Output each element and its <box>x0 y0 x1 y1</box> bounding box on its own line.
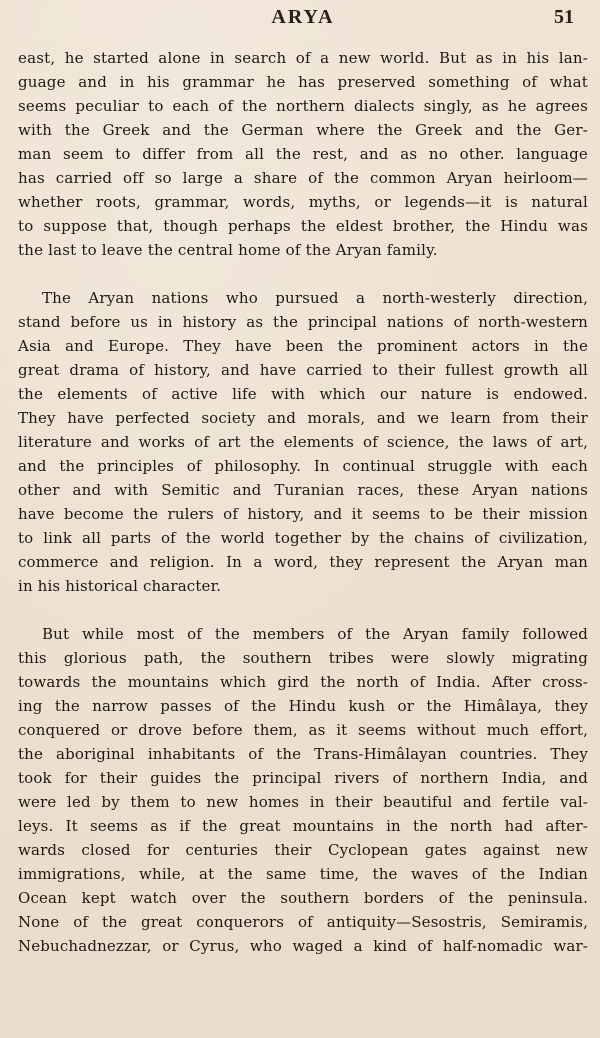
text-line: Ocean kept watch over the southern borders of the peninsula. <box>18 889 588 907</box>
page-number: 51 <box>554 6 574 28</box>
text-line: to suppose that, though perhaps the eldest brother, the Hindu was <box>18 217 588 235</box>
text-line: this glorious path, the southern tribes were slowly migrating <box>18 649 588 667</box>
text-line: has carried off so large a share of the common Aryan heirloom— <box>18 169 588 187</box>
text-line: other and with Semitic and Turanian races, these Aryan nations <box>18 481 588 499</box>
text-line: whether roots, grammar, words, myths, or legends—it is natural <box>18 193 588 211</box>
paragraph-gap <box>18 598 588 622</box>
body-text <box>18 46 588 958</box>
text-line: ing the narrow passes of the Hindu kush or the Himâlaya, they <box>18 697 588 715</box>
text-line: Nebuchadnezzar, or Cyrus, who waged a kind of half-nomadic war- <box>18 937 588 955</box>
text-line: seems peculiar to each of the northern dialects singly, as he agrees <box>18 97 588 115</box>
text-line: commerce and religion. In a word, they represent the Aryan man <box>18 553 588 571</box>
paragraph-3 <box>18 622 588 958</box>
text-line: wards closed for centuries their Cyclopean gates against new <box>18 841 588 859</box>
text-line: man seem to differ from all the rest, and as no other. language <box>18 145 588 163</box>
text-line: The Aryan nations who pursued a north-westerly direction, <box>42 289 588 307</box>
text-line: to link all parts of the world together by the chains of civilization, <box>18 529 588 547</box>
text-line: stand before us in history as the principal nations of north-western <box>18 313 588 331</box>
running-head: ARYA <box>271 6 335 28</box>
text-line: the last to leave the central home of the Aryan family. <box>18 241 438 259</box>
text-line: But while most of the members of the Aryan family followed <box>42 625 588 643</box>
paragraph-gap <box>18 262 588 286</box>
text-line: the aboriginal inhabitants of the Trans-Himâlayan countries. They <box>18 745 588 763</box>
text-line: Asia and Europe. They have been the prominent actors in the <box>18 337 588 355</box>
text-line: were led by them to new homes in their beautiful and fertile val- <box>18 793 588 811</box>
text-line: took for their guides the principal rivers of northern India, and <box>18 769 588 787</box>
text-line: the elements of active life with which our nature is endowed. <box>18 385 588 403</box>
text-line: conquered or drove before them, as it seems without much effort, <box>18 721 588 739</box>
text-line: and the principles of philosophy. In continual struggle with each <box>18 457 588 475</box>
text-line: leys. It seems as if the great mountains in the north had after- <box>18 817 588 835</box>
text-line: in his historical character. <box>18 577 222 595</box>
text-line: have become the rulers of history, and it seems to be their mission <box>18 505 588 523</box>
text-line: None of the great conquerors of antiquity—Sesostris, Semiramis, <box>18 913 588 931</box>
text-line: immigrations, while, at the same time, the waves of the Indian <box>18 865 588 883</box>
text-line: with the Greek and the German where the Greek and the Ger- <box>18 121 588 139</box>
paragraph-1 <box>18 46 588 262</box>
text-line: towards the mountains which gird the north of India. After cross- <box>18 673 588 691</box>
text-line: guage and in his grammar he has preserved something of what <box>18 73 588 91</box>
page-header <box>18 0 588 34</box>
paragraph-2 <box>18 286 588 598</box>
text-line: They have perfected society and morals, and we learn from their <box>18 409 588 427</box>
text-line: literature and works of art the elements of science, the laws of art, <box>18 433 588 451</box>
text-line: east, he started alone in search of a new world. But as in his lan- <box>18 49 588 67</box>
text-line: great drama of history, and have carried to their fullest growth all <box>18 361 588 379</box>
